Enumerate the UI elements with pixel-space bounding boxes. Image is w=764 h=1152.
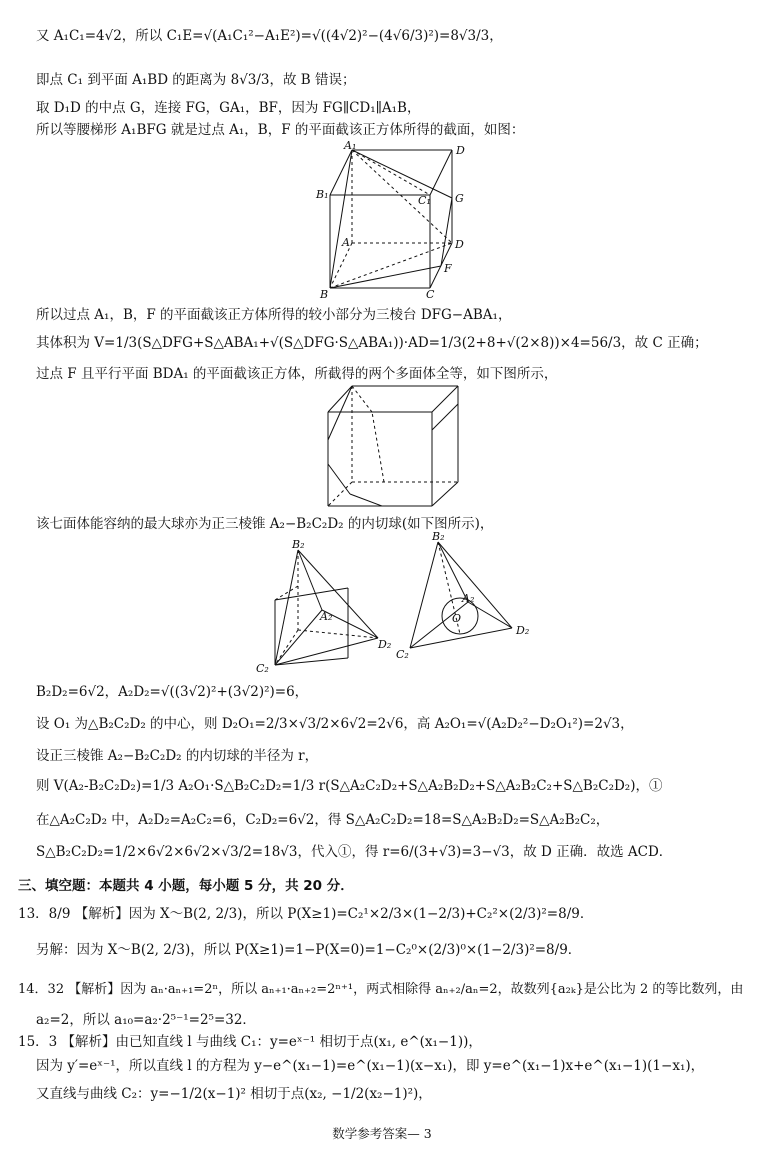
- label-C2-left: C₂: [256, 662, 269, 672]
- page-footer: 数学参考答案— 3: [332, 1126, 432, 1141]
- answer-14: 14．32 【解析】因为 aₙ·aₙ₊₁=2ⁿ，所以 aₙ₊₁·aₙ₊₂=2ⁿ⁺¹，两式相除得 aₙ₊₂/aₙ=2，故数列{a₂ₖ}是公比为 2 的等比数列，由: [18, 982, 744, 997]
- label-D-top: D: [456, 144, 465, 157]
- answer-15: 15．3 【解析】由已知直线 l 与曲线 C₁：y=eˣ⁻¹ 相切于点(x₁, e^(x₁−1))，: [18, 1034, 482, 1050]
- text-line-12: 则 V(A₂-B₂C₂D₂)=1/3 A₂O₁·S△B₂C₂D₂=1/3 r(S△A₂C₂D₂+S△A₂B₂D₂+S△A₂B₂C₂+S△B₂C₂D₂)，①: [36, 778, 663, 794]
- text-line-4: 所以等腰梯形 A₁BFG 就是过点 A₁，B，F 的平面截该正方体所得的截面，如图：: [36, 122, 525, 138]
- text-line-10: 设 O₁ 为△B₂C₂D₂ 的中心，则 D₂O₁=2/3×√3/2×6√2=2√6，高 A₂O₁=√(A₂D₂²−D₂O₁²)=2√3，: [36, 716, 634, 732]
- label-O: O: [452, 612, 462, 625]
- label-B2-right: B₂: [432, 530, 445, 543]
- label-C1: C₁: [418, 194, 431, 207]
- label-A: A: [342, 236, 350, 249]
- cube-section-figure: [312, 140, 472, 302]
- label-D-bottom: D: [455, 238, 464, 251]
- answer-14-cont: a₂=2，所以 a₁₀=a₂·2⁵⁻¹=2⁵=32．: [36, 1012, 256, 1028]
- text-line-9: B₂D₂=6√2，A₂D₂=√((3√2)²+(3√2)²)=6，: [36, 684, 309, 700]
- text-line-8: 该七面体能容纳的最大球亦为正三棱锥 A₂−B₂C₂D₂ 的内切球(如下图所示)，: [36, 516, 494, 532]
- text-line-14: S△B₂C₂D₂=1/2×6√2×6√2×√3/2=18√3，代入①，得 r=6/(3+√3)=3−√3，故 D 正确．故选 ACD．: [36, 844, 673, 860]
- answer-13-alt: 另解：因为 X～B(2, 2/3)，所以 P(X≥1)=1−P(X=0)=1−C₂⁰×(2/3)⁰×(1−2/3)²=8/9．: [36, 942, 582, 958]
- label-D2-right: D₂: [516, 624, 530, 637]
- label-C2-right: C₂: [396, 648, 409, 661]
- label-B: B: [320, 288, 329, 301]
- text-line-13: 在△A₂C₂D₂ 中，A₂D₂=A₂C₂=6，C₂D₂=6√2，得 S△A₂C₂D₂=18=S△A₂B₂D₂=S△A₂B₂C₂，: [36, 812, 610, 828]
- inscribed-sphere-figure: [250, 530, 550, 672]
- text-line-2: 即点 C₁ 到平面 A₁BD 的距离为 8√3/3，故 B 错误；: [36, 72, 356, 88]
- text-line-7: 过点 F 且平行平面 BDA₁ 的平面截该正方体，所截得的两个多面体全等，如下图所示，: [36, 366, 558, 382]
- label-D2-left: D₂: [378, 638, 392, 651]
- answer-15-cont-1: 因为 y′=eˣ⁻¹，所以直线 l 的方程为 y−e^(x₁−1)=e^(x₁−1)(x−x₁)，即 y=e^(x₁−1)x+e^(x₁−1)(1−x₁)，: [36, 1058, 705, 1074]
- label-A2-right: A₂: [462, 592, 475, 605]
- text-line-3: 取 D₁D 的中点 G，连接 FG，GA₁，BF，因为 FG∥CD₁∥A₁B，: [36, 100, 421, 116]
- label-G: G: [455, 192, 464, 205]
- label-B1: B₁: [316, 188, 329, 201]
- answer-15-cont-2: 又直线与曲线 C₂：y=−1/2(x−1)² 相切于点(x₂, −1/2(x₂−1)²)，: [36, 1086, 432, 1102]
- label-B2-left: B₂: [292, 538, 305, 551]
- text-line-6: 其体积为 V=1/3(S△DFG+S△ABA₁+√(S△DFG·S△ABA₁))·AD=1/3(2+8+√(2×8))×4=56/3，故 C 正确；: [36, 335, 708, 351]
- label-C: C: [426, 288, 435, 301]
- label-A1: A₁: [344, 140, 357, 152]
- text-line-11: 设正三棱锥 A₂−B₂C₂D₂ 的内切球的半径为 r，: [36, 748, 319, 764]
- heptahedron-figure: [322, 382, 464, 512]
- text-line-5: 所以过点 A₁，B，F 的平面截该正方体所得的较小部分为三棱台 DFG−ABA₁，: [36, 307, 512, 323]
- section-heading-fill-in: 三、填空题：本题共 4 小题，每小题 5 分，共 20 分．: [18, 878, 354, 894]
- label-F: F: [444, 262, 452, 275]
- answer-13: 13．8/9 【解析】因为 X～B(2, 2/3)，所以 P(X≥1)=C₂¹×2/3×(1−2/3)+C₂²×(2/3)²=8/9．: [18, 906, 594, 922]
- text-line-1: 又 A₁C₁=4√2，所以 C₁E=√(A₁C₁²−A₁E²)=√((4√2)²−(4√6/3)²)=8√3/3，: [36, 28, 503, 44]
- label-A2-left: A₂: [320, 610, 333, 623]
